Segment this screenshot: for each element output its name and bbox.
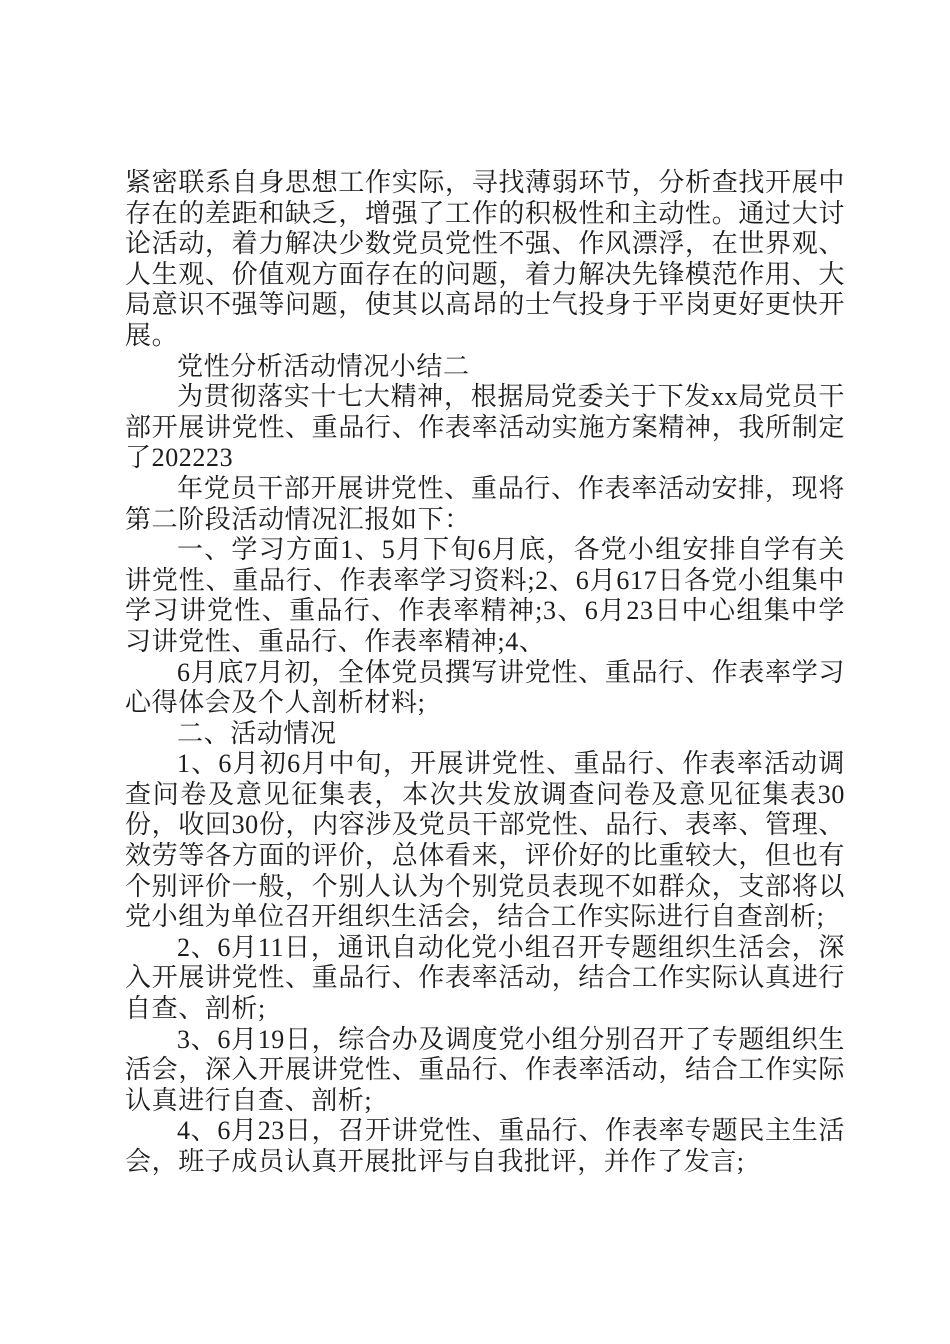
section-heading: 党性分析活动情况小结二 [177, 351, 470, 381]
paragraph-activity-item2: 2、6月11日，通讯自动化党小组召开专题组织生活会，深入开展讲党性、重品行、作表率活动，结合工作实际认真进行自查、剖析; [125, 932, 845, 1024]
paragraph-study-section: 一、学习方面1、5月下旬6月底，各党小组安排自学有关讲党性、重品行、作表率学习资料;2、6月617日各党小组集中学习讲党性、重品行、作表率精神;3、6月23日中心组集中学习讲党性、重品行、作表率精神;4、 [125, 535, 845, 656]
paragraph-activity-item4: 4、6月23日，召开讲党性、重品行、作表率专题民主生活会，班子成员认真开展批评与自我批评，并作了发言; [125, 1116, 845, 1176]
paragraph-activity-item3: 3、6月19日，综合办及调度党小组分别召开了专题组织生活会，深入开展讲党性、重品行、作表率活动，结合工作实际认真进行自查、剖析; [125, 1024, 845, 1115]
document-body [125, 168, 845, 1178]
paragraph-activity-item1: 1、6月初6月中旬，开展讲党性、重品行、作表率活动调查问卷及意见征集表，本次共发放调查问卷及意见征集表30份，收回30份，内容涉及党员干部党性、品行、表率、管理、效劳等各方面的评价，总体看来，评价好的比重较大，但也有个别评价一般，个别人认为个别党员表现不如群众，支部将以党小组为单位召开组织生活会，结合工作实际进行自查剖析; [125, 749, 845, 932]
paragraph-intro: 为贯彻落实十七大精神，根据局党委关于下发xx局党员干部开展讲党性、重品行、作表率活动实施方案精神，我所制定了202223 [125, 382, 845, 473]
paragraph-study-item4: 6月底7月初，全体党员撰写讲党性、重品行、作表率学习心得体会及个人剖析材料; [125, 657, 845, 718]
paragraph-intro-continued: 年党员干部开展讲党性、重品行、作表率活动安排，现将第二阶段活动情况汇报如下： [125, 473, 845, 534]
paragraph-activity-heading: 二、活动情况 [177, 718, 337, 748]
paragraph-continuation: 紧密联系自身思想工作实际，寻找薄弱环节，分析查找开展中存在的差距和缺乏，增强了工作的积极性和主动性。通过大讨论活动，着力解决少数党员党性不强、作风漂浮，在世界观、人生观、价值观方面存在的问题，着力解决先锋模范作用、大局意识不强等问题，使其以高昂的士气投身于平岗更好更快开展。 [125, 168, 845, 350]
